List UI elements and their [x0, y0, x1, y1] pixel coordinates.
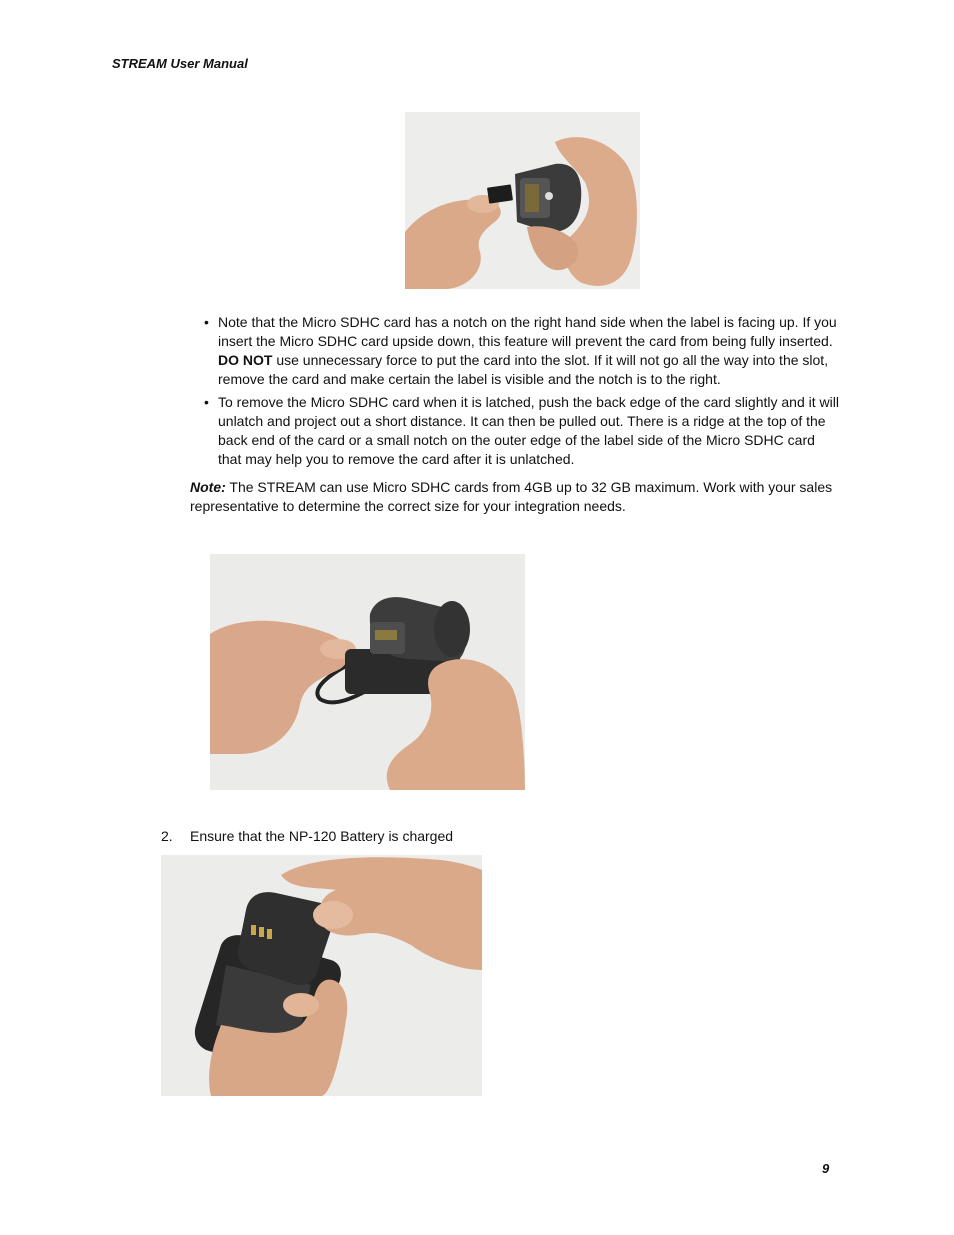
page-number: 9 — [822, 1161, 830, 1176]
battery-charger-photo — [161, 855, 482, 1096]
bullet-bold-text: DO NOT — [218, 352, 273, 368]
bullet-text-before: Note that the Micro SDHC card has a notch on the right hand side when the label is facing up. If you insert the Micro SDHC card upside down, this feature will prevent the card from being fully inserted. — [218, 314, 837, 349]
camera-mount-photo — [210, 554, 525, 790]
bullet-text: To remove the Micro SDHC card when it is latched, push the back edge of the card slightly and it will unlatch and project out a short distance. It can then be pulled out. There is a ridge at the top of the back end of the card or a small notch on the outer edge of the label side of the Micro SDHC card that may help you to remove the card after it is unlatched. — [218, 394, 839, 467]
bullet-dot-icon: • — [204, 394, 209, 410]
note-label: Note: — [190, 479, 226, 495]
step-number: 2. — [161, 828, 173, 844]
note-paragraph — [190, 478, 840, 516]
bullet-dot-icon: • — [204, 314, 209, 330]
bullet-item — [200, 393, 840, 469]
micro-sdhc-insertion-photo — [405, 112, 640, 289]
step-item — [161, 827, 453, 846]
bullet-item — [200, 313, 840, 389]
note-text: The STREAM can use Micro SDHC cards from 4GB up to 32 GB maximum. Work with your sales representative to determine the correct size for your integration needs. — [190, 479, 833, 514]
bullet-text-after: use unnecessary force to put the card into the slot. If it will not go all the way into the slot, remove the card and make certain the label is visible and the notch is to the right. — [218, 352, 829, 387]
running-header: STREAM User Manual — [112, 56, 248, 71]
step-text: Ensure that the NP-120 Battery is charged — [190, 828, 454, 844]
bullet-list — [200, 313, 840, 473]
